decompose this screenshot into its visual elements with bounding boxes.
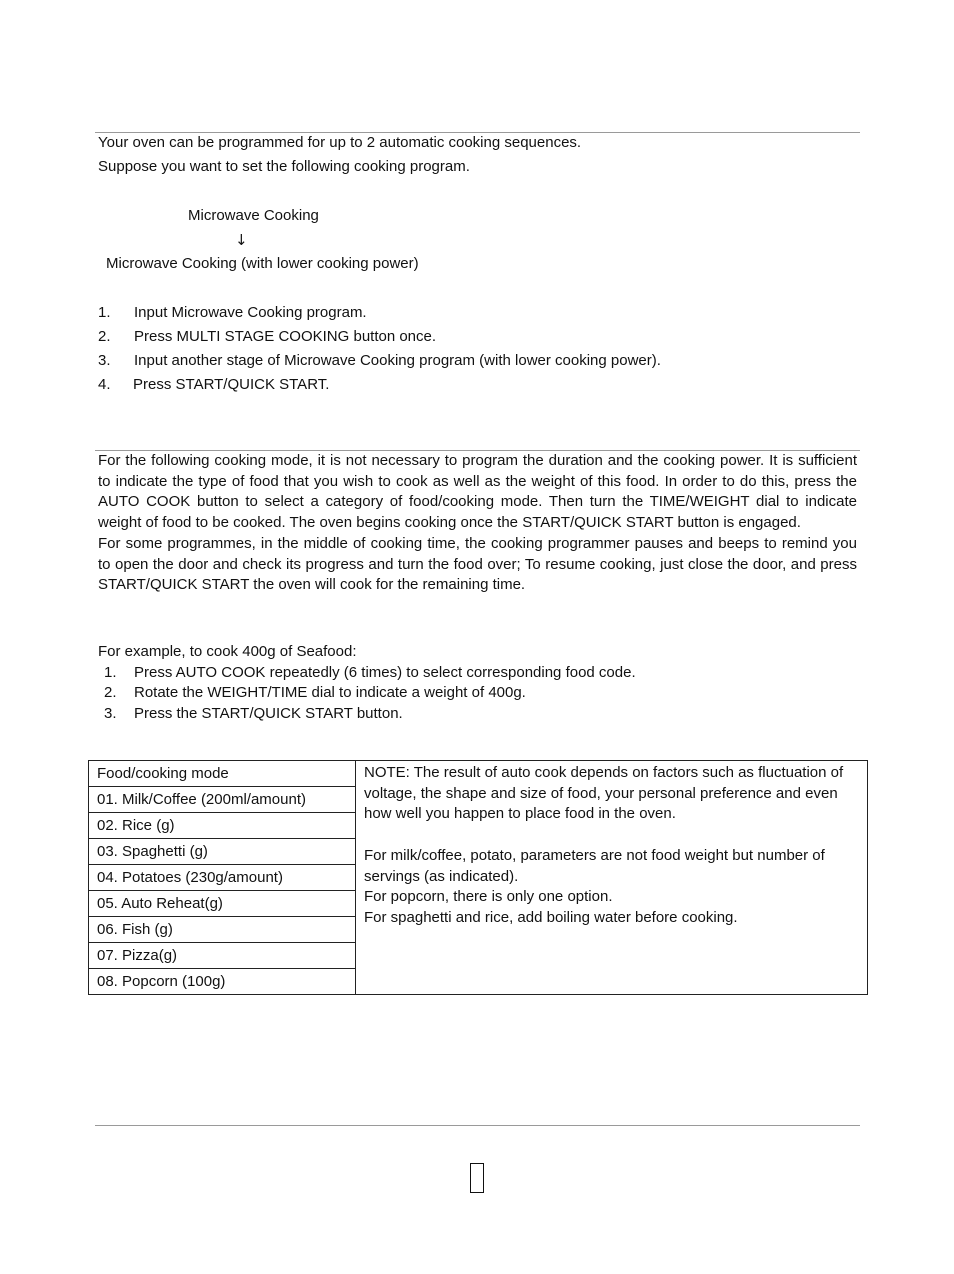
- food-code-cell: 01. Milk/Coffee (200ml/amount): [89, 787, 356, 813]
- food-code-cell: 06. Fish (g): [89, 917, 356, 943]
- multi-stage-suppose: Suppose you want to set the following cooking program.: [98, 158, 470, 175]
- step-text: Input another stage of Microwave Cooking program (with lower cooking power).: [134, 352, 661, 369]
- auto-cook-paragraph-2: For some programmes, in the middle of cooking time, the cooking programmer pauses and beeps to remind you to open the door and check its progress and turn the food over; To resume cooking, just close the door, and press START/QUICK START the oven will cook for the remaining time.: [98, 534, 857, 594]
- note-line: For spaghetti and rice, add boiling water before cooking.: [364, 908, 738, 926]
- step-text: Press AUTO COOK repeatedly (6 times) to select corresponding food code.: [134, 664, 636, 681]
- multi-stage-intro: Your oven can be programmed for up to 2 automatic cooking sequences.: [98, 134, 582, 151]
- food-code-cell: 04. Potatoes (230g/amount): [89, 865, 356, 891]
- page-number-glyph: [470, 1163, 484, 1193]
- food-code-cell: 02. Rice (g): [89, 813, 356, 839]
- step-number: 2.: [104, 684, 117, 701]
- auto-cook-table: [88, 760, 868, 995]
- step-number: 3.: [98, 352, 111, 369]
- auto-cook-note: NOTE: The result of auto cook depends on factors such as fluctuation of voltage, the shape and size of food, your personal preference and even how well you happen to place food in the oven.: [364, 764, 844, 823]
- food-code-cell: 07. Pizza(g): [89, 943, 356, 969]
- table-header-cell: Food/cooking mode: [89, 761, 356, 787]
- step-number: 2.: [98, 328, 111, 345]
- auto-cook-description: [98, 451, 857, 596]
- step-text: Press MULTI STAGE COOKING button once.: [134, 328, 437, 345]
- flow-arrow: ↓: [235, 231, 248, 249]
- flow-stage-1: Microwave Cooking: [188, 207, 319, 224]
- food-code-cell: 05. Auto Reheat(g): [89, 891, 356, 917]
- step-text: Input Microwave Cooking program.: [134, 304, 367, 321]
- step-text: Rotate the WEIGHT/TIME dial to indicate a weight of 400g.: [134, 684, 526, 701]
- note-line: For popcorn, there is only one option.: [364, 888, 613, 906]
- table-header-row: [89, 761, 868, 787]
- food-code-cell: 08. Popcorn (100g): [89, 969, 356, 995]
- flow-stage-2: Microwave Cooking (with lower cooking power): [106, 255, 419, 272]
- note-line: For milk/coffee, potato, parameters are not food weight but number of servings (as indicated).: [364, 846, 825, 885]
- footer-divider: [95, 1125, 860, 1126]
- step-text: Press the START/QUICK START button.: [134, 705, 403, 722]
- step-number: 1.: [104, 664, 117, 681]
- table-note-cell: [356, 761, 868, 995]
- step-text: Press START/QUICK START.: [133, 376, 330, 393]
- step-number: 4.: [98, 376, 111, 393]
- step-number: 1.: [98, 304, 111, 321]
- example-heading: For example, to cook 400g of Seafood:: [98, 643, 357, 660]
- section-divider-top: [95, 132, 860, 133]
- food-code-cell: 03. Spaghetti (g): [89, 839, 356, 865]
- auto-cook-paragraph-1: For the following cooking mode, it is not necessary to program the duration and the cooking power. It is sufficient to indicate the type of food that you wish to cook as well as the weight of this food. In order to do this, press the AUTO COOK button to select a category of food/cooking mode. Then turn the TIME/WEIGHT dial to indicate weight of food to be cooked. The oven begins cooking once the START/QUICK START button is engaged.: [98, 452, 857, 532]
- step-number: 3.: [104, 705, 117, 722]
